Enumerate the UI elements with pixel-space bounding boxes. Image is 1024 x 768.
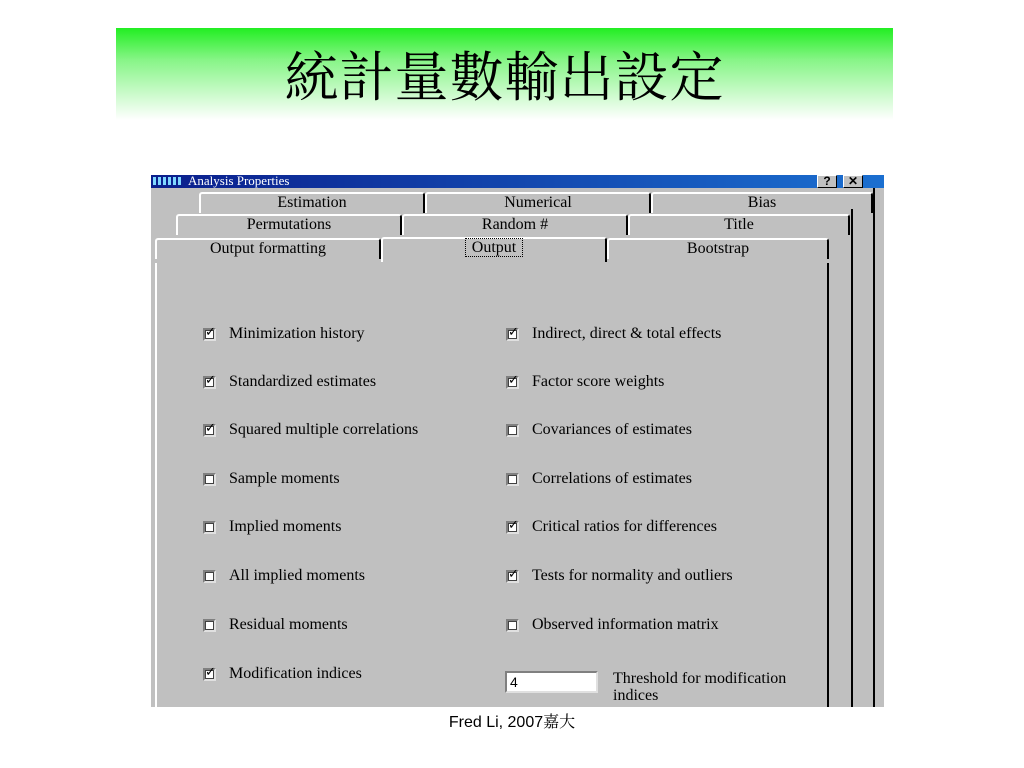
tab-estimation[interactable] xyxy=(199,192,425,213)
tab-label: Output xyxy=(465,238,523,257)
tab-label: Output formatting xyxy=(210,240,326,257)
checkbox-label: All implied moments xyxy=(229,567,365,584)
window-titlebar[interactable] xyxy=(151,175,884,188)
tab-label: Bootstrap xyxy=(686,240,750,257)
checkbox-label: Tests for normality and outliers xyxy=(532,567,733,584)
slide-footer: Fred Li, 2007嘉大 xyxy=(448,714,576,731)
checkbox-box[interactable] xyxy=(506,473,519,486)
tab-output-formatting[interactable] xyxy=(155,238,381,259)
tab-title[interactable] xyxy=(628,214,850,235)
close-button[interactable]: ✕ xyxy=(843,175,863,188)
checkbox-label: Residual moments xyxy=(229,616,348,633)
checkbox-box[interactable] xyxy=(203,373,216,389)
checkbox-box[interactable] xyxy=(203,421,216,437)
checkbox-label: Minimization history xyxy=(229,325,365,342)
check-mark-icon: ✓ xyxy=(205,665,216,680)
tab-label: Permutations xyxy=(246,216,332,233)
frame-edge-outer xyxy=(873,188,875,707)
checkbox-box[interactable] xyxy=(203,619,216,632)
tab-random[interactable] xyxy=(402,214,628,235)
checkbox-box[interactable] xyxy=(203,473,216,486)
checkbox-label: Correlations of estimates xyxy=(532,470,692,487)
tab-output[interactable] xyxy=(381,237,607,262)
checkbox-label: Squared multiple correlations xyxy=(229,421,419,438)
checkbox-label: Factor score weights xyxy=(532,373,665,390)
checkbox-box[interactable] xyxy=(203,521,216,534)
checkbox-box[interactable] xyxy=(506,518,519,534)
slide-title: 統計量數輸出設定 xyxy=(284,46,725,109)
help-button[interactable]: ? xyxy=(817,175,837,188)
checkbox-box[interactable] xyxy=(506,567,519,583)
tab-label: Estimation xyxy=(277,194,347,211)
checkbox-box[interactable] xyxy=(506,619,519,632)
tab-bias[interactable] xyxy=(651,192,873,213)
checkbox-label: Standardized estimates xyxy=(229,373,377,390)
app-icon xyxy=(153,177,183,185)
check-mark-icon: ✓ xyxy=(205,373,216,388)
check-mark-icon: ✓ xyxy=(508,373,519,388)
checkbox-label: Critical ratios for differences xyxy=(532,518,717,535)
checkbox-label: Sample moments xyxy=(229,470,340,487)
slide-title-banner xyxy=(116,28,893,120)
checkbox-label: Indirect, direct & total effects xyxy=(532,325,722,342)
checkbox-label: Modification indices xyxy=(229,665,362,682)
window-title: Analysis Properties xyxy=(188,175,290,188)
checkbox-box[interactable] xyxy=(506,325,519,341)
check-mark-icon: ✓ xyxy=(205,325,216,340)
checkbox-box[interactable] xyxy=(203,570,216,583)
tab-label: Title xyxy=(724,216,754,233)
checkbox-box[interactable] xyxy=(506,373,519,389)
checkbox-box[interactable] xyxy=(506,424,519,437)
threshold-input[interactable] xyxy=(505,671,598,693)
threshold-label: Threshold for modification indices xyxy=(613,670,787,704)
frame-edge-inner xyxy=(851,209,853,707)
tab-label: Bias xyxy=(747,194,777,211)
check-mark-icon: ✓ xyxy=(508,518,519,533)
checkbox-box[interactable] xyxy=(203,325,216,341)
tab-permutations[interactable] xyxy=(176,214,402,235)
tab-label: Numerical xyxy=(504,194,572,211)
check-mark-icon: ✓ xyxy=(508,325,519,340)
tab-numerical[interactable] xyxy=(425,192,651,213)
analysis-properties-dialog xyxy=(151,175,884,707)
checkbox-label: Implied moments xyxy=(229,518,342,535)
tab-label: Random # xyxy=(481,216,549,233)
check-mark-icon: ✓ xyxy=(508,567,519,582)
checkbox-label: Covariances of estimates xyxy=(532,421,692,438)
checkbox-label: Observed information matrix xyxy=(532,616,719,633)
check-mark-icon: ✓ xyxy=(205,421,216,436)
checkbox-box[interactable] xyxy=(203,665,216,681)
tab-bootstrap[interactable] xyxy=(607,238,829,259)
